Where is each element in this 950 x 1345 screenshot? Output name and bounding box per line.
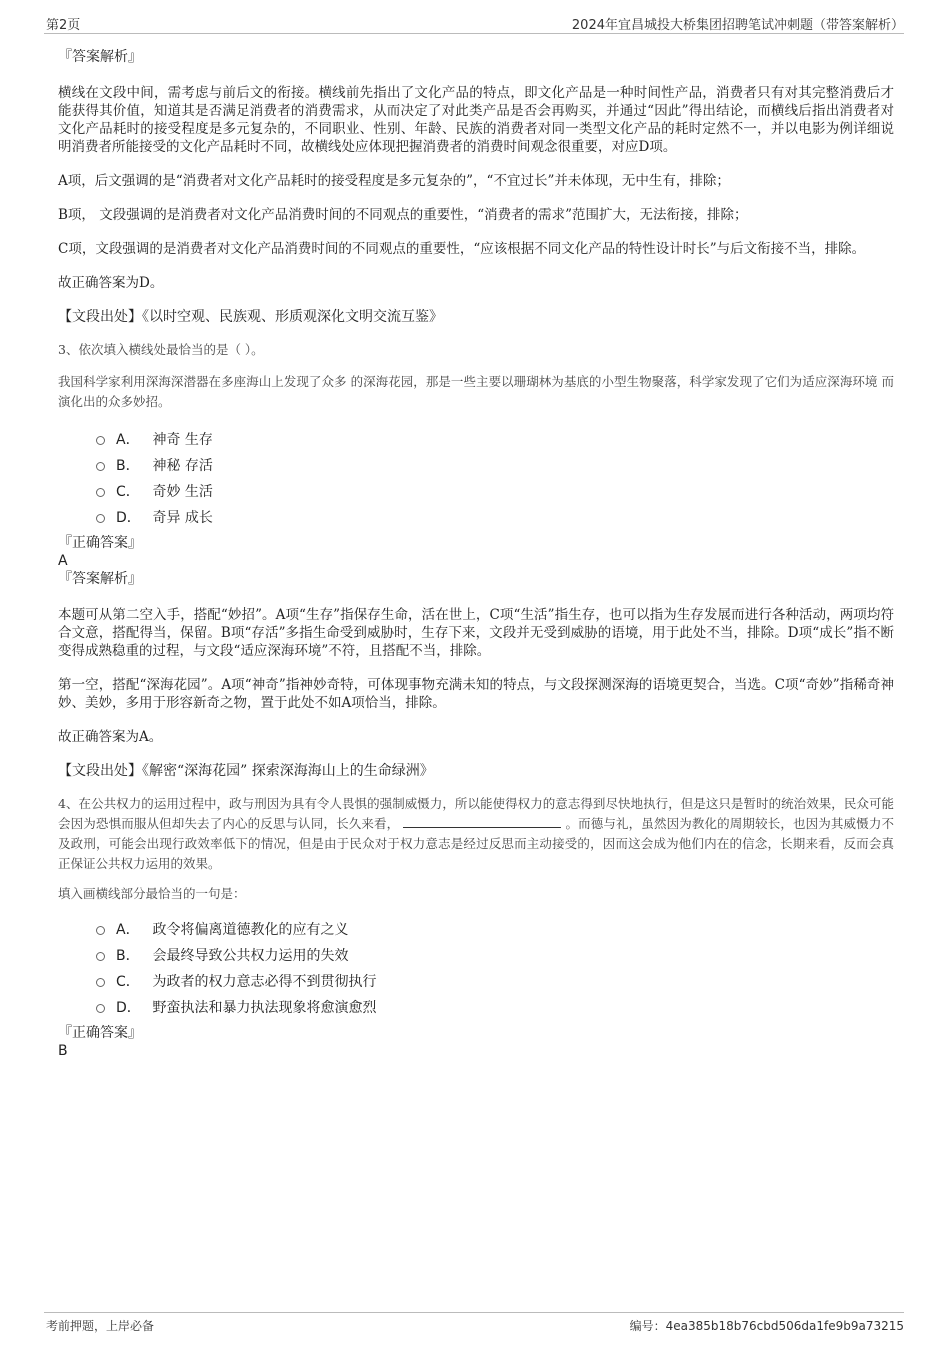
passage-after-blank: 。而德与礼，虽然因为教化的周期较长，也因为其威慑力不及政刑，可能会出现行政效率低下的情况，但是由于民众对于权力意志是经过反思而主动接受的，因而这会成为他们内在的信念，长期来看，反而会真正保证公共权力运用的效果。 — [58, 816, 894, 871]
question-prompt: 填入画横线部分最恰当的一句是： — [58, 886, 246, 901]
analysis-paragraph: 横线在文段中间，需考虑与前后文的衔接。横线前先指出了文化产品的特点，即文化产品是一种时间性产品，消费者只有对其完整消费后才能获得其价值，知道其是否满足消费者的消费需求，从而决定了对此类产品是否会再购买，并通过“因此”得出结论，而横线后指出消费者对文化产品耗时的接受程度是多元复杂的，不同职业、性别、年龄、民族的消费者对同一类型文化产品的耗时定然不一，并以电影为例详细说明消费者所能接受的文化产品耗时不同，故横线处应体现把握消费者的消费时间观念很重要，对应D项。 — [58, 85, 894, 155]
source-citation: 【文段出处】《以时空观、民族观、形质观深化文明交流互鉴》 — [58, 309, 443, 325]
footer-slogan: 考前押题，上岸必备 — [46, 1319, 155, 1333]
option-text: 奇妙 生活 — [152, 484, 213, 500]
conclusion: 故正确答案为A。 — [58, 729, 163, 745]
analysis-label: 『答案解析』 — [58, 49, 142, 65]
radio-button[interactable] — [96, 514, 105, 523]
option-text: 政令将偏离道德教化的应有之义 — [152, 922, 349, 938]
page-number: 第2页 — [46, 18, 81, 33]
radio-button[interactable] — [96, 1004, 105, 1013]
option-c[interactable] — [58, 482, 894, 508]
radio-button[interactable] — [96, 488, 105, 497]
option-letter: C． — [116, 974, 140, 990]
analysis-paragraph: B项， 文段强调的是消费者对文化产品消费时间的不同观点的重要性，“消费者的需求”范围扩大，无法衔接，排除； — [58, 207, 748, 223]
option-b[interactable] — [58, 946, 894, 972]
document-title: 2024年宜昌城投大桥集团招聘笔试冲刺题（带答案解析） — [571, 18, 904, 33]
option-text: 为政者的权力意志必得不到贯彻执行 — [152, 974, 377, 990]
fill-blank — [403, 815, 561, 828]
radio-button[interactable] — [96, 436, 105, 445]
correct-answer-label: 『正确答案』 — [58, 535, 142, 551]
question-passage: 我国科学家利用深海深潜器在多座海山上发现了众多 的深海花园，那是一些主要以珊瑚林为基底的小型生物聚落，科学家发现了它们为适应深海环境 而演化出的众多妙招。 — [58, 374, 894, 409]
option-a[interactable] — [58, 430, 894, 456]
radio-button[interactable] — [96, 462, 105, 471]
document-id: 编号：4ea385b18b76cbd506da1fe9b9a73215 — [629, 1319, 904, 1333]
correct-answer-label: 『正确答案』 — [58, 1025, 142, 1041]
option-c[interactable] — [58, 972, 894, 998]
conclusion: 故正确答案为D。 — [58, 275, 164, 291]
option-letter: B． — [116, 948, 140, 964]
option-letter: A． — [116, 432, 140, 448]
option-text: 神奇 生存 — [152, 432, 213, 448]
radio-button[interactable] — [96, 952, 105, 961]
option-d[interactable] — [58, 508, 894, 534]
question-passage — [58, 794, 894, 874]
analysis-paragraph: 本题可从第二空入手，搭配“妙招”。A项“生存”指保存生命，活在世上，C项“生活”指生存，也可以指为生存发展而进行各种活动，两项均符合文意，搭配得当，保留。B项“存活”多指生命受到威胁时，生存下来，文段并无受到威胁的语境，用于此处不当，排除。D项“成长”指不断变得成熟稳重的过程，与文段“适应深海环境”不符，且搭配不当，排除。 — [58, 607, 894, 659]
analysis-paragraph: C项，文段强调的是消费者对文化产品消费时间的不同观点的重要性，“应该根据不同文化产品的特性设计时长”与后文衔接不当，排除。 — [58, 241, 866, 257]
radio-button[interactable] — [96, 978, 105, 987]
analysis-label: 『答案解析』 — [58, 571, 142, 587]
correct-answer: B — [58, 1043, 68, 1059]
source-citation: 【文段出处】《解密“深海花园” 探索深海海山上的生命绿洲》 — [58, 763, 434, 779]
page-footer — [44, 1312, 904, 1337]
option-letter: A． — [116, 922, 140, 938]
radio-button[interactable] — [96, 926, 105, 935]
option-text: 会最终导致公共权力运用的失效 — [152, 948, 349, 964]
option-d[interactable] — [58, 998, 894, 1024]
option-letter: C． — [116, 484, 140, 500]
option-text: 野蛮执法和暴力执法现象将愈演愈烈 — [152, 1000, 377, 1016]
option-a[interactable] — [58, 920, 894, 946]
page-header — [44, 13, 904, 34]
page-content — [58, 48, 894, 1060]
option-text: 神秘 存活 — [152, 458, 213, 474]
option-list — [58, 920, 894, 1024]
analysis-paragraph: A项，后文强调的是“消费者对文化产品耗时的接受程度是多元复杂的”，“不宜过长”并未体现，无中生有，排除； — [58, 173, 730, 189]
correct-answer: A — [58, 553, 68, 569]
option-letter: D． — [116, 510, 141, 526]
option-list — [58, 430, 894, 534]
option-b[interactable] — [58, 456, 894, 482]
passage-before-blank: 4、在公共权力的运用过程中，政与刑因为具有令人畏惧的强制威慑力，所以能使得权力的意志得到尽快地执行，但是这只是暂时的统治效果，民众可能会因为恐惧而服从但却失去了内心的反思与认同，长久来看， — [58, 796, 894, 831]
option-letter: D． — [116, 1000, 141, 1016]
option-text: 奇异 成长 — [152, 510, 213, 526]
option-letter: B． — [116, 458, 140, 474]
analysis-paragraph: 第一空，搭配“深海花园”。A项“神奇”指神妙奇特，可体现事物充满未知的特点，与文段探测深海的语境更契合，当选。C项“奇妙”指稀奇神妙、美妙，多用于形容新奇之物，置于此处不如A项恰当，排除。 — [58, 677, 894, 711]
question-stem: 3、依次填入横线处最恰当的是（ ）。 — [58, 342, 264, 357]
